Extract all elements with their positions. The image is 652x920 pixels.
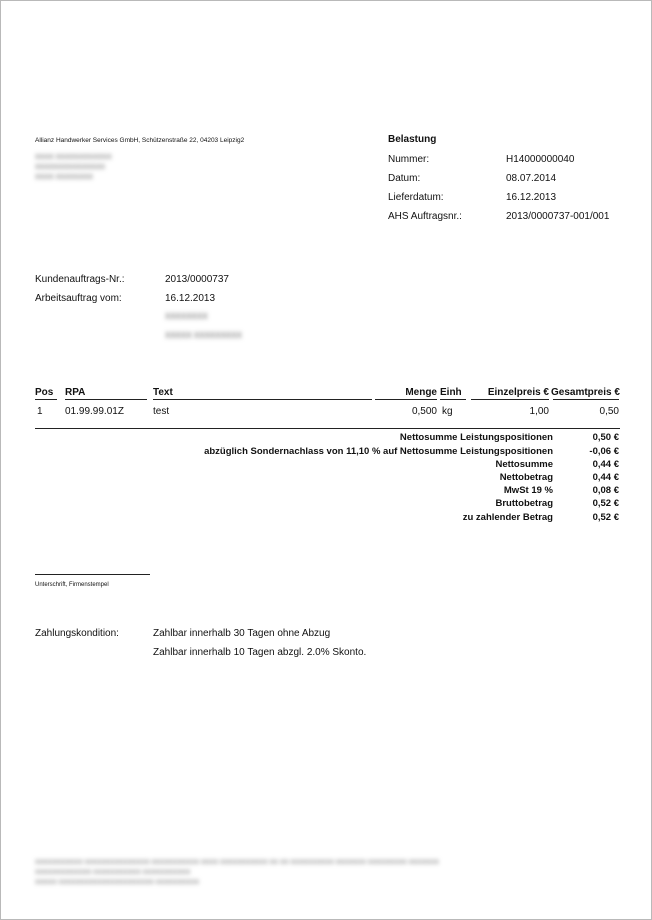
belastung-title: Belastung <box>388 134 437 145</box>
total-label: zu zahlender Betrag <box>462 512 553 523</box>
total-label: abzüglich Sondernachlass von 11,10 % auf Nettosumme Leistungspositionen <box>204 446 553 457</box>
payment-line: Zahlbar innerhalb 30 Tagen ohne Abzug <box>153 628 331 639</box>
header-underline <box>65 399 147 400</box>
total-label: Nettosumme Leistungspositionen <box>399 432 553 443</box>
table-header-menge: Menge <box>405 387 437 398</box>
kundenauftrag-value: 2013/0000737 <box>165 274 229 285</box>
total-label: MwSt 19 % <box>503 485 553 496</box>
total-label: Bruttobetrag <box>495 498 553 509</box>
total-value: -0,06 € <box>589 446 619 457</box>
belastung-label-lieferdatum: Lieferdatum: <box>388 192 444 203</box>
table-cell-gesamtpreis: 0,50 <box>599 406 619 417</box>
belastung-value-auftragsnr: 2013/0000737-001/001 <box>506 211 610 222</box>
table-cell-text: test <box>153 406 170 417</box>
belastung-value-nummer: H14000000040 <box>506 154 575 165</box>
belastung-value-datum: 08.07.2014 <box>506 173 557 184</box>
table-cell-rpa: 01.99.99.01Z <box>65 406 124 417</box>
signature-label: Unterschrift, Firmenstempel <box>35 582 109 588</box>
table-cell-einh: kg <box>442 406 453 417</box>
footer-line: XXXXXXXXXXX XXXXXXXXXXXXXXX XXXXXXXXXXX XXXX XXXXXXXXXXX XX XX XXXXXXXXXX XXXXXXX XXXXXXXXX XXXXXXX <box>35 859 439 866</box>
payment-line: Zahlbar innerhalb 10 Tagen abzgl. 2.0% Skonto. <box>153 647 367 658</box>
table-header-text: Text <box>153 387 173 398</box>
table-header-pos: Pos <box>35 387 54 398</box>
belastung-label-datum: Datum: <box>388 173 421 184</box>
table-cell-menge: 0,500 <box>411 406 437 417</box>
header-underline <box>471 399 549 400</box>
table-cell-einzelpreis: 1,00 <box>529 406 549 417</box>
total-label: Nettobetrag <box>499 472 553 483</box>
belastung-label-nummer: Nummer: <box>388 154 430 165</box>
total-label: Nettosumme <box>495 459 553 470</box>
order-blurred-line: XXXXX XXXXXXXXX <box>165 331 242 340</box>
total-value: 0,52 € <box>592 498 619 509</box>
table-bottom-rule <box>35 428 620 429</box>
recipient-line: XXXXXXXXXXXXXXX <box>35 164 106 171</box>
kundenauftrag-label: Kundenauftrags-Nr.: <box>35 274 125 285</box>
total-value: 0,44 € <box>592 459 619 470</box>
table-header-einzelpreis: Einzelpreis € <box>487 387 549 398</box>
table-header-einh: Einh <box>440 387 462 398</box>
order-blurred-line: XXXXXXXX <box>165 312 208 321</box>
belastung-label-auftragsnr: AHS Auftragsnr.: <box>388 211 462 222</box>
sender-line: Allianz Handwerker Services GmbH, Schützenstraße 22, 04203 Leipzig2 <box>35 137 245 144</box>
header-underline <box>153 399 372 400</box>
recipient-line: XXXX XXXXXXXXXXXX <box>35 154 112 161</box>
total-value: 0,44 € <box>592 472 619 483</box>
header-underline <box>35 399 57 400</box>
table-header-rpa: RPA <box>65 387 86 398</box>
total-value: 0,52 € <box>592 512 619 523</box>
belastung-value-lieferdatum: 16.12.2013 <box>506 192 557 203</box>
header-underline <box>440 399 466 400</box>
arbeitsauftrag-value: 16.12.2013 <box>165 293 216 304</box>
table-header-gesamtpreis: Gesamtpreis € <box>551 387 620 398</box>
footer-line: XXXXXXXXXXXXX XXXXXXXXXXX XXXXXXXXXXX <box>35 869 191 876</box>
total-value: 0,08 € <box>592 485 619 496</box>
header-underline <box>553 399 619 400</box>
signature-line <box>35 574 150 575</box>
recipient-line: XXXX XXXXXXXX <box>35 174 93 181</box>
table-cell-pos: 1 <box>37 406 43 417</box>
footer-line: XXXXX XXXXXXXXXXXXXXXXXXXXXX XXXXXXXXXX <box>35 879 200 886</box>
total-value: 0,50 € <box>592 432 619 443</box>
arbeitsauftrag-label: Arbeitsauftrag vom: <box>35 293 122 304</box>
payment-label: Zahlungskondition: <box>35 628 119 639</box>
header-underline <box>375 399 437 400</box>
